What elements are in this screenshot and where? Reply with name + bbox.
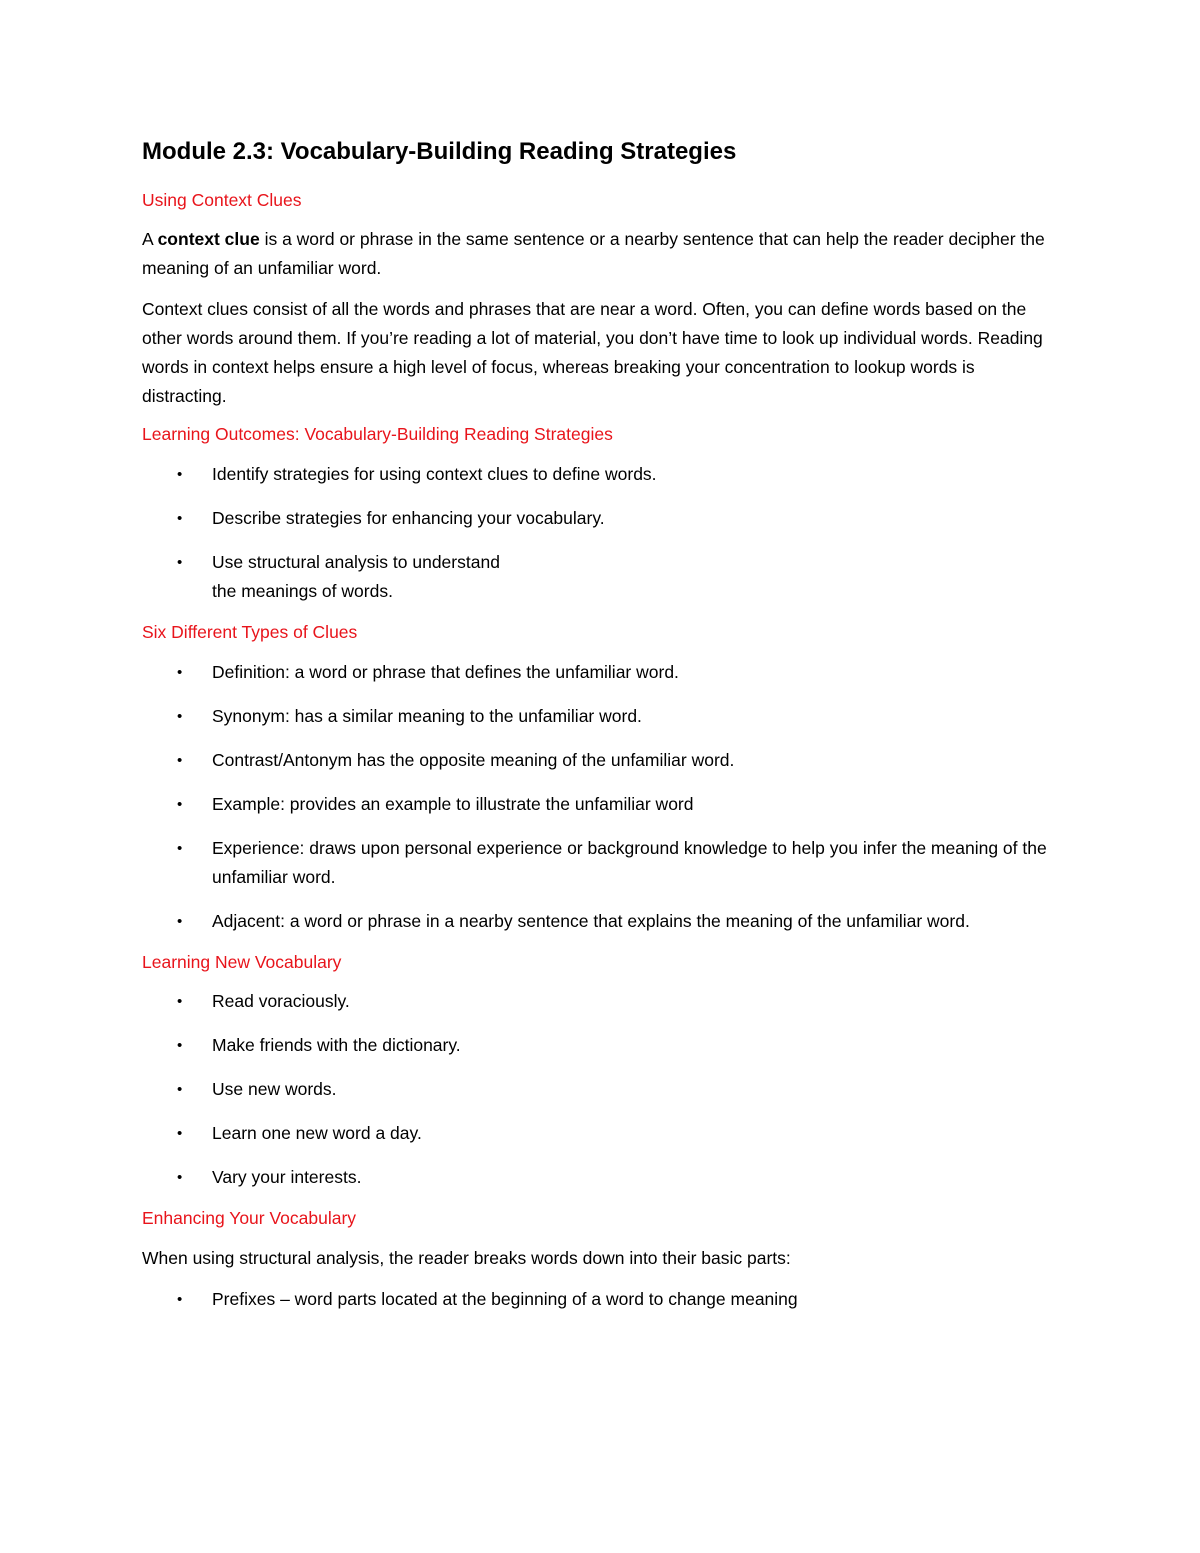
bullet-icon: • bbox=[177, 663, 183, 681]
bullet-icon: • bbox=[177, 510, 183, 528]
bullet-icon: • bbox=[177, 707, 183, 725]
bullet-icon: • bbox=[177, 912, 183, 930]
list-item: • Use structural analysis to understand the meanings of words. bbox=[142, 548, 1062, 606]
list-item: • Learn one new word a day. bbox=[142, 1119, 1062, 1148]
section-heading-learning-outcomes: Learning Outcomes: Vocabulary-Building Reading Strategies bbox=[142, 424, 613, 445]
bullet-icon: • bbox=[177, 1125, 183, 1143]
list-item: • Prefixes – word parts located at the beginning of a word to change meaning bbox=[142, 1285, 1062, 1314]
list-item: • Vary your interests. bbox=[142, 1163, 1062, 1192]
document-page bbox=[142, 138, 1062, 1329]
paragraph-prefix: A bbox=[142, 229, 158, 250]
list-item: • Read voraciously. bbox=[142, 987, 1062, 1016]
bullet-icon: • bbox=[177, 1169, 183, 1187]
list-item: • Use new words. bbox=[142, 1075, 1062, 1104]
bullet-icon: • bbox=[177, 466, 183, 484]
list-item: • Describe strategies for enhancing your vocabulary. bbox=[142, 504, 1062, 533]
bullet-icon: • bbox=[177, 839, 183, 857]
paragraph-rest: is a word or phrase in the same sentence or a nearby sentence that can help the reader decipher the meaning of an unfamiliar word. bbox=[142, 229, 1045, 279]
bullet-icon: • bbox=[177, 751, 183, 769]
bullet-icon: • bbox=[177, 1290, 183, 1308]
bullet-icon: • bbox=[177, 1081, 183, 1099]
context-clue-definition-paragraph bbox=[142, 225, 1062, 283]
list-item: • Experience: draws upon personal experience or background knowledge to help you infer the meaning of the unfamiliar word. bbox=[142, 834, 1062, 892]
section-heading-context-clues: Using Context Clues bbox=[142, 189, 302, 210]
section-heading-enhancing-vocabulary: Enhancing Your Vocabulary bbox=[142, 1208, 357, 1229]
page-title: Module 2.3: Vocabulary-Building Reading Strategies bbox=[142, 138, 737, 165]
clue-types-list bbox=[142, 658, 1062, 936]
section-heading-learning-new-vocabulary: Learning New Vocabulary bbox=[142, 951, 342, 972]
learning-outcomes-list bbox=[142, 460, 1062, 606]
list-item: • Example: provides an example to illustrate the unfamiliar word bbox=[142, 790, 1062, 819]
bullet-icon: • bbox=[177, 795, 183, 813]
list-item: • Adjacent: a word or phrase in a nearby sentence that explains the meaning of the unfamiliar word. bbox=[142, 907, 1062, 936]
section-heading-six-types: Six Different Types of Clues bbox=[142, 622, 358, 643]
bullet-icon: • bbox=[177, 554, 183, 572]
list-item: • Synonym: has a similar meaning to the unfamiliar word. bbox=[142, 702, 1062, 731]
context-clues-paragraph: Context clues consist of all the words and phrases that are near a word. Often, you can define words based on the other words around them. If you’re reading a lot of material, you don’t have time to look up individual words. Reading words in context helps ensure a high level of focus, whereas breaking your concentration to lookup words is distracting. bbox=[142, 299, 1043, 407]
learning-vocabulary-list bbox=[142, 987, 1062, 1192]
list-item: • Definition: a word or phrase that defines the unfamiliar word. bbox=[142, 658, 1062, 687]
bullet-icon: • bbox=[177, 993, 183, 1011]
bullet-icon: • bbox=[177, 1037, 183, 1055]
word-parts-list bbox=[142, 1285, 1062, 1314]
list-item: • Contrast/Antonym has the opposite meaning of the unfamiliar word. bbox=[142, 746, 1062, 775]
structural-analysis-paragraph: When using structural analysis, the reader breaks words down into their basic parts: bbox=[142, 1247, 791, 1268]
bold-term-context-clue: context clue bbox=[157, 229, 260, 250]
list-item: • Make friends with the dictionary. bbox=[142, 1031, 1062, 1060]
list-item: • Identify strategies for using context clues to define words. bbox=[142, 460, 1062, 489]
